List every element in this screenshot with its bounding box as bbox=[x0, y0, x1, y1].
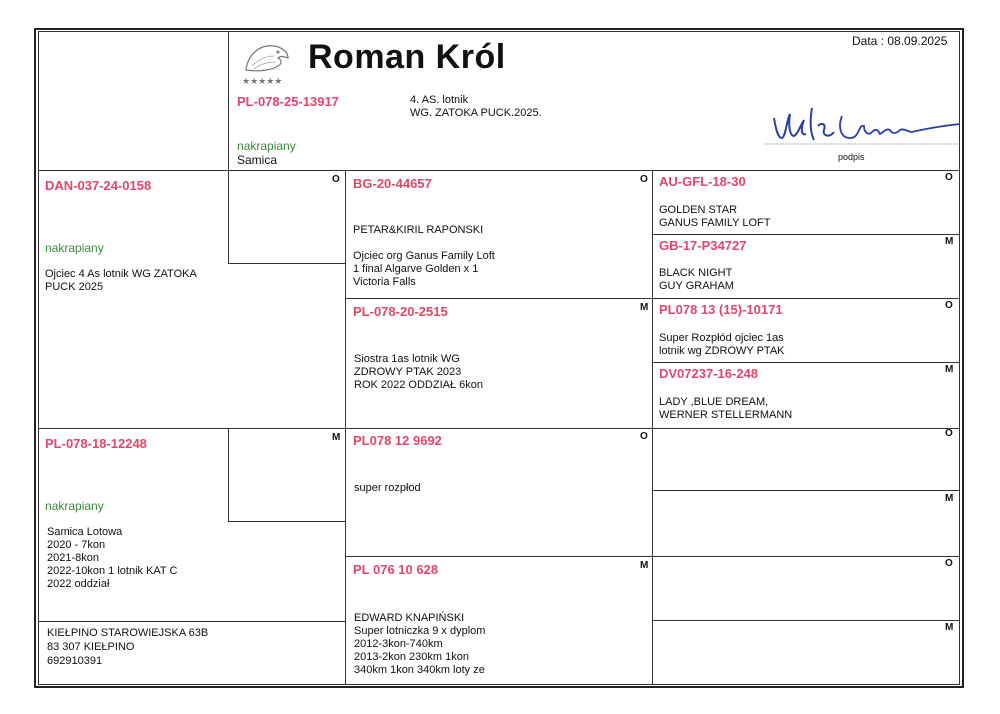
gen3-sex-marker: O bbox=[945, 558, 953, 569]
subject-achievement: 4. AS. lotnik WG. ZATOKA PUCK.2025. bbox=[410, 94, 542, 119]
grid-line bbox=[38, 621, 345, 622]
grid-line bbox=[228, 31, 229, 170]
subject-color: nakrapiany bbox=[237, 139, 296, 153]
grid-line bbox=[228, 521, 345, 522]
gen2-notes: EDWARD KNAPIŃSKI Super lotniczka 9 x dyplom 2012-3kon-740km 2013-2kon 230km 1kon 340km 1kon 340km loty ze bbox=[354, 612, 486, 676]
gen2-notes: PETAR&KIRIL RAPONSKI Ojciec org Ganus Family Loft 1 final Algarve Golden x 1 Victoria Falls bbox=[353, 224, 495, 288]
date: Data : 08.09.2025 bbox=[852, 34, 948, 48]
svg-text:★★★★★: ★★★★★ bbox=[242, 77, 283, 87]
grid-line bbox=[652, 620, 960, 621]
gen2-notes: super rozpłod bbox=[354, 482, 421, 494]
gen3-ring-number: DV07237-16-248 bbox=[659, 366, 759, 381]
gen2-sex-marker: O bbox=[640, 431, 648, 442]
dam-ring-number: PL-078-18-12248 bbox=[45, 436, 147, 451]
gen2-ring-number: PL078 12 9692 bbox=[353, 433, 442, 448]
handwritten-signature bbox=[760, 96, 970, 156]
grid-line bbox=[228, 428, 229, 521]
address-line-2: 83 307 KIEŁPINO bbox=[47, 641, 135, 653]
grid-line bbox=[652, 556, 960, 557]
subject-ring-number: PL-078-25-13917 bbox=[237, 94, 339, 109]
gen3-sex-marker: O bbox=[945, 172, 953, 183]
gen3-sex-marker: M bbox=[945, 364, 954, 375]
gen3-ring-number: AU-GFL-18-30 bbox=[659, 174, 746, 189]
gen3-sex-marker: M bbox=[945, 622, 954, 633]
gen2-sex-marker: M bbox=[640, 302, 649, 313]
grid-line bbox=[652, 362, 960, 363]
grid-line bbox=[228, 170, 229, 263]
gen2-ring-number: PL 076 10 628 bbox=[353, 562, 439, 577]
address-line-1: KIEŁPINO STAROWIEJSKA 63B bbox=[47, 627, 209, 639]
grid-line bbox=[345, 298, 652, 299]
gen2-notes: Siostra 1as lotnik WG ZDROWY PTAK 2023 ROK 2022 ODDZIAŁ 6kon bbox=[354, 353, 484, 391]
grid-line bbox=[345, 556, 652, 557]
sire-notes: Ojciec 4 As lotnik WG ZATOKA PUCK 2025 bbox=[45, 268, 197, 293]
grid-line bbox=[652, 490, 960, 491]
owner-name: Roman Król bbox=[308, 38, 506, 76]
eagle-head-icon bbox=[238, 36, 292, 88]
dam-sex-marker: M bbox=[332, 432, 341, 443]
sire-color: nakrapiany bbox=[45, 241, 104, 255]
gen3-ring-number: PL078 13 (15)-10171 bbox=[659, 302, 783, 317]
address-line-3: 692910391 bbox=[47, 655, 103, 667]
grid-line bbox=[228, 263, 345, 264]
grid-line bbox=[38, 428, 960, 429]
signature-label: podpis bbox=[838, 152, 865, 162]
grid-line bbox=[652, 298, 960, 299]
gen3-notes: LADY ,BLUE DREAM, WERNER STELLERMANN bbox=[659, 396, 793, 421]
gen3-sex-marker: M bbox=[945, 236, 954, 247]
gen3-ring-number: GB-17-P34727 bbox=[659, 238, 747, 253]
gen3-notes: BLACK NIGHT GUY GRAHAM bbox=[659, 267, 734, 292]
gen3-sex-marker: M bbox=[945, 493, 954, 504]
subject-sex: Samica bbox=[237, 153, 278, 167]
gen3-sex-marker: O bbox=[945, 428, 953, 439]
sire-sex-marker: O bbox=[332, 174, 340, 185]
gen2-sex-marker: M bbox=[640, 560, 649, 571]
gen3-sex-marker: O bbox=[945, 300, 953, 311]
gen3-notes: Super Rozpłód ojciec 1as lotnik wg ZDROWY PTAK bbox=[659, 332, 785, 357]
gen3-notes: GOLDEN STAR GANUS FAMILY LOFT bbox=[659, 204, 771, 229]
grid-line bbox=[652, 234, 960, 235]
grid-line bbox=[345, 170, 346, 685]
gen2-ring-number: PL-078-20-2515 bbox=[353, 304, 448, 319]
sire-ring-number: DAN-037-24-0158 bbox=[45, 178, 152, 193]
gen2-sex-marker: O bbox=[640, 174, 648, 185]
grid-line bbox=[652, 170, 653, 685]
dam-color: nakrapiany bbox=[45, 499, 104, 513]
gen2-ring-number: BG-20-44657 bbox=[353, 176, 432, 191]
dam-notes: Samica Lotowa 2020 - 7kon 2021-8kon 2022-10kon 1 lotnik KAT C 2022 oddział bbox=[47, 526, 178, 590]
grid-line bbox=[38, 170, 960, 171]
